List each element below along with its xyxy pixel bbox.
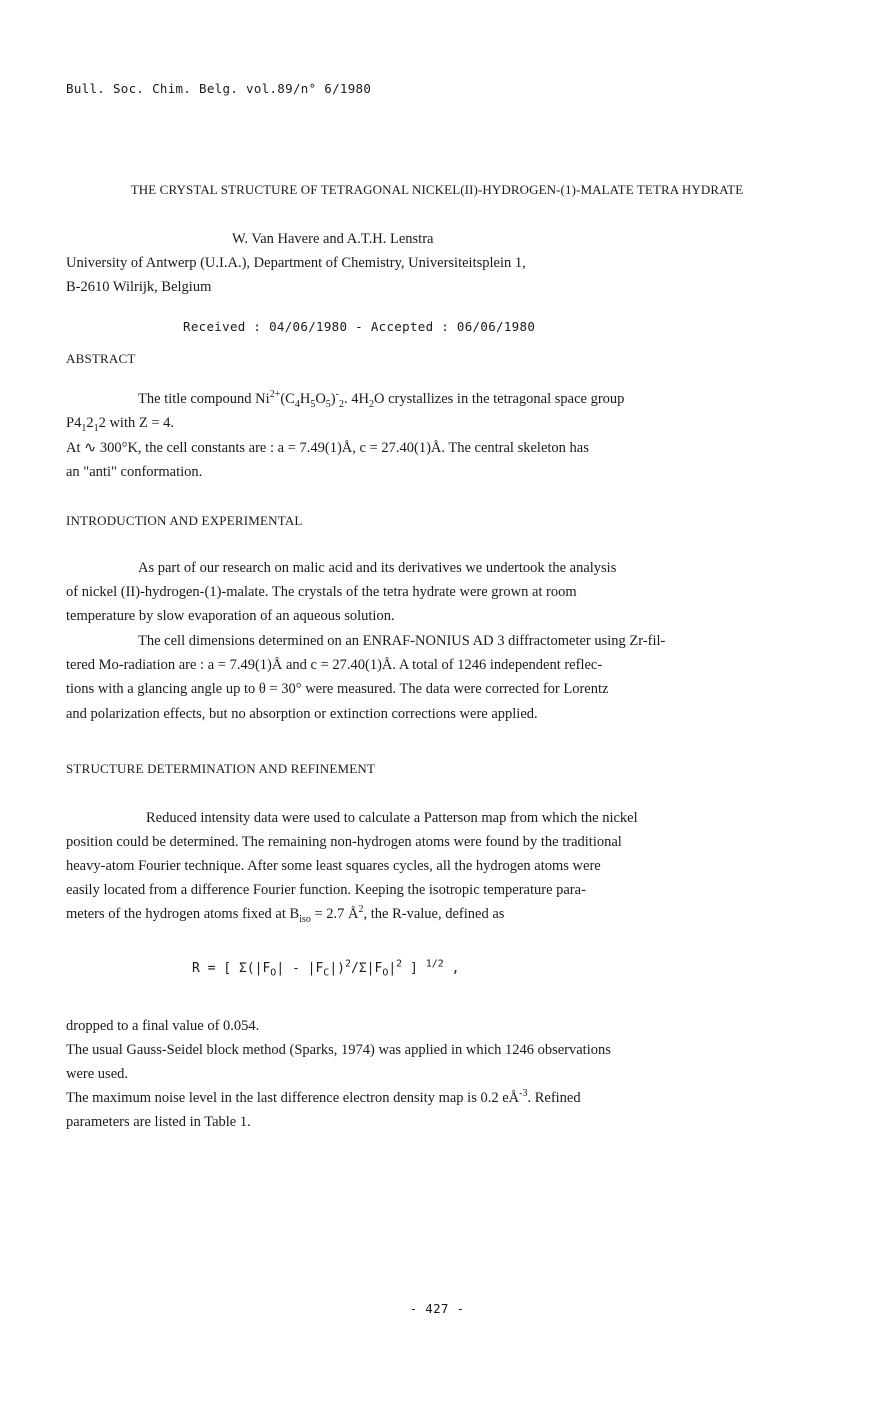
abstract-line-3: At ∿ 300°K, the cell constants are : a = 7.49(1)Å, c = 27.40(1)Å. The central skeleton has <box>66 440 589 456</box>
paper-title: THE CRYSTAL STRUCTURE OF TETRAGONAL NICKEL(II)-HYDROGEN-(1)-MALATE TETRA HYDRATE <box>130 182 744 197</box>
structure-line: heavy-atom Fourier technique. After some least squares cycles, all the hydrogen atoms were <box>66 858 601 874</box>
structure-line-5: meters of the hydrogen atoms fixed at $B_{iso} = 2.7$ $Å^2$, the R-value, defined as <box>66 904 505 925</box>
structure-line: position could be determined. The remaining non-hydrogen atoms were found by the traditional <box>66 834 622 850</box>
journal-reference: Bull. Soc. Chim. Belg. vol.89/n° 6/1980 <box>66 81 372 96</box>
abstract-line-2: $P4_12_12$ with Z = 4. <box>66 415 175 434</box>
authors: W. Van Havere and A.T.H. Lenstra <box>232 231 434 247</box>
structure-line: Reduced intensity data were used to calculate a Patterson map from which the nickel <box>146 810 638 826</box>
abstract-heading: ABSTRACT <box>66 351 136 366</box>
page-number: - 427 - <box>409 1301 465 1316</box>
structure-after-line: The usual Gauss-Seidel block method (Sparks, 1974) was applied in which 1246 observations <box>66 1042 611 1058</box>
intro-line: and polarization effects, but no absorption or extinction corrections were applied. <box>66 706 538 722</box>
affiliation-line-1: University of Antwerp (U.I.A.), Department of Chemistry, Universiteitsplein 1, <box>66 255 526 271</box>
structure-line: easily located from a difference Fourier function. Keeping the isotropic temperature para- <box>66 882 586 898</box>
noise-level-line: The maximum noise level in the last difference electron density map is 0.2 $eÅ^{-3}$. Refined <box>66 1088 581 1106</box>
intro-line: The cell dimensions determined on an ENRAF-NONIUS AD 3 diffractometer using Zr-fil- <box>138 633 666 649</box>
intro-line: tered Mo-radiation are : a = 7.49(1)Å and c = 27.40(1)Å. A total of 1246 independent reflec- <box>66 657 603 673</box>
intro-line: tions with a glancing angle up to θ = 30° were measured. The data were corrected for Lorentz <box>66 681 609 697</box>
intro-line: As part of our research on malic acid and its derivatives we undertook the analysis <box>138 560 617 576</box>
r-value-formula: R = [ $\Sigma(|F_O| - |F_C|)^2/\Sigma|F_O|^2$ ] $^{1/2}$ , <box>192 958 460 979</box>
abstract-line-1: The title compound $Ni^{2+}(C_4H_5O_5)^-_2$. $4H_2O$ crystallizes in the tetragonal space group <box>138 389 625 410</box>
abstract-line-4: an "anti" conformation. <box>66 464 203 480</box>
structure-heading: STRUCTURE DETERMINATION AND REFINEMENT <box>66 761 376 776</box>
intro-line: temperature by slow evaporation of an aqueous solution. <box>66 608 395 624</box>
structure-after-line: were used. <box>66 1066 129 1082</box>
intro-line: of nickel (II)-hydrogen-(1)-malate. The crystals of the tetra hydrate were grown at room <box>66 584 577 600</box>
structure-after-line: dropped to a final value of 0.054. <box>66 1018 260 1034</box>
received-accepted: Received : 04/06/1980 - Accepted : 06/06/1980 <box>183 319 536 334</box>
structure-last-line: parameters are listed in Table 1. <box>66 1114 251 1130</box>
intro-heading: INTRODUCTION AND EXPERIMENTAL <box>66 513 303 528</box>
affiliation-line-2: B-2610 Wilrijk, Belgium <box>66 279 212 295</box>
